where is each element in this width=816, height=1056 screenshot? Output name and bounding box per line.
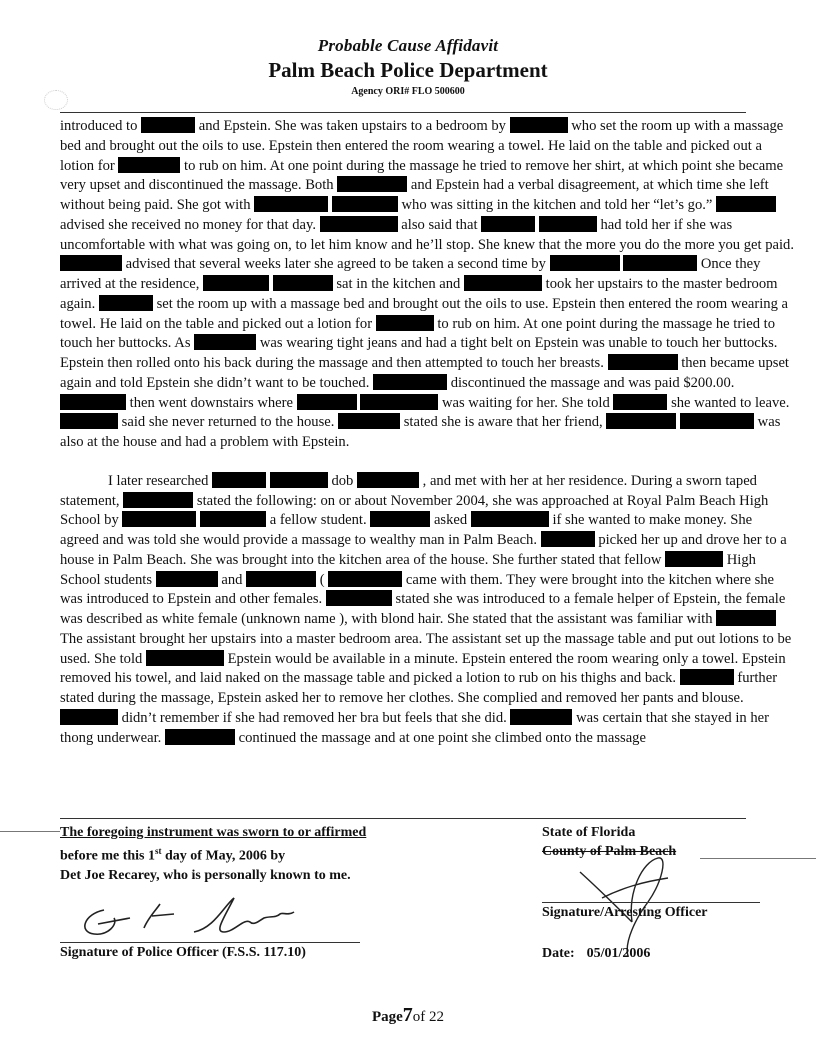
oath-line-1: The foregoing instrument was sworn to or affirmed	[60, 825, 367, 840]
redaction-block	[123, 492, 193, 508]
officer-signature-label: Signature/Arresting Officer	[542, 905, 708, 920]
department-name: Palm Beach Police Department	[268, 58, 548, 82]
text-segment: Once they arrived at the residence,	[60, 256, 761, 292]
redaction-block	[60, 413, 118, 429]
oath-line-2	[60, 842, 460, 866]
paragraph-1	[60, 117, 794, 453]
redaction-block	[203, 275, 269, 291]
redaction-block	[246, 571, 316, 587]
redaction-block	[60, 709, 118, 725]
text-segment: to rub on him. At one point during the massage he tried to remove her shirt, at which point she became very upset and discontinued the massage. Both	[60, 157, 784, 194]
date-field	[542, 946, 650, 962]
redaction-block	[332, 196, 398, 212]
redaction-block	[510, 117, 568, 133]
redaction-block	[328, 571, 402, 587]
redaction-block	[606, 413, 676, 429]
text-segment: who was sitting in the kitchen and told her “let’s go.”	[401, 197, 713, 213]
oath-block	[60, 823, 460, 885]
redaction-block	[254, 196, 328, 212]
scan-line-left	[0, 831, 60, 832]
redaction-block	[613, 394, 667, 410]
document-title: Probable Cause Affidavit	[317, 36, 499, 55]
redaction-block	[326, 590, 392, 606]
text-segment: stated she was introduced to a female helper of Epstein, the female was described as white female (unknown name ), with blond hair. She stated that the assistant was familiar with	[60, 591, 786, 627]
text-segment: introduced to	[60, 118, 138, 134]
police-signature-line	[60, 942, 360, 943]
redaction-block	[337, 176, 407, 192]
redaction-block	[273, 275, 333, 291]
oath-line-2-sup: st	[155, 846, 162, 856]
date-label: Date:	[542, 946, 575, 961]
text-segment: asked	[433, 512, 468, 529]
redaction-block	[541, 531, 595, 547]
redaction-block	[373, 374, 447, 390]
redaction-block	[550, 255, 620, 271]
redaction-block	[141, 117, 195, 133]
text-segment: a fellow student.	[269, 512, 367, 529]
header-rule	[60, 112, 746, 113]
redaction-block	[370, 511, 430, 527]
text-segment: if she wanted to make money. She agreed and was told she would provide a massage to wealthy man in Palm Beach.	[60, 512, 753, 548]
text-segment: stated the following: on or about November 2004, she was approached at Royal Palm Beach High School by	[60, 492, 769, 529]
redaction-block	[716, 196, 776, 212]
redaction-block	[360, 394, 438, 410]
redaction-block	[680, 669, 734, 685]
text-segment: was certain that she stayed in her thong underwear.	[60, 709, 769, 746]
text-segment: to rub on him. At one point during the massage he tried to touch her buttocks. As	[60, 315, 776, 352]
state-label: State of Florida	[542, 825, 636, 840]
agency-ori: Agency ORI# FLO 500600	[351, 86, 465, 97]
oath-line-3: Det Joe Recarey, who is personally known to me.	[60, 867, 351, 883]
text-segment: continued the massage and at one point she climbed onto the massage	[238, 729, 646, 746]
redaction-block	[60, 255, 122, 271]
text-segment: dob	[331, 472, 354, 489]
text-segment: had told her if she was uncomfortable with what was going on, to let him know and he’ll stop. She knew that the more you do the more you get paid.	[60, 216, 795, 253]
county-label: County of Palm Beach	[542, 844, 677, 859]
text-segment: , and met with her at her residence. During a sworn taped statement,	[60, 472, 757, 509]
officer-signature-line	[542, 902, 760, 903]
oath-line-2-pre: before me this 1	[60, 848, 155, 864]
paragraph-2	[60, 472, 794, 749]
page-label: Page	[371, 1009, 403, 1025]
text-segment: didn’t remember if she had removed her bra but feels that she did.	[121, 709, 507, 726]
redaction-block	[338, 413, 400, 429]
redaction-block	[680, 413, 754, 429]
redaction-block	[539, 216, 597, 232]
redaction-block	[376, 315, 434, 331]
redaction-block	[464, 275, 542, 291]
redaction-block	[623, 255, 697, 271]
text-segment: (	[319, 571, 325, 588]
redaction-block	[60, 394, 126, 410]
text-segment: also said that	[401, 216, 478, 233]
redaction-block	[122, 511, 196, 527]
police-signature-label: Signature of Police Officer (F.S.S. 117.10)	[60, 945, 306, 960]
text-segment: took her upstairs to the master bedroom again.	[60, 276, 778, 312]
text-segment: further stated during the massage, Epstein asked her to remove her clothes. She complied and removed her pants and blouse.	[60, 670, 778, 706]
footer-rule	[60, 818, 746, 819]
police-officer-signature	[74, 888, 314, 944]
text-segment: advised that several weeks later she agreed to be taken a second time by	[125, 256, 546, 273]
text-segment: and	[221, 571, 243, 588]
page-number	[0, 1004, 816, 1027]
text-segment: said she never returned to the house.	[121, 414, 335, 431]
redaction-block	[297, 394, 357, 410]
oath-line-2-post: day of May, 2006 by	[161, 848, 286, 864]
redaction-block	[357, 472, 419, 488]
text-segment: and Epstein. She was taken upstairs to a bedroom by	[198, 118, 506, 134]
redaction-block	[212, 472, 266, 488]
text-segment: The assistant brought her upstairs into a master bedroom area. The assistant set up the massage table and put out lotions to be used. She told	[60, 630, 792, 667]
redaction-block	[118, 157, 180, 173]
text-segment: who set the room up with a massage bed and brought out the oils to use. Epstein then entered the room wearing a towel. He laid on the table and picked out a lotion for	[60, 118, 784, 174]
text-segment: then became upset again and told Epstein she didn’t want to be touched.	[60, 355, 789, 391]
text-segment: High School students	[60, 551, 756, 588]
text-segment: picked her up and drove her to a house in Palm Beach. She was brought into the kitchen area of the house. She further stated that fellow	[60, 532, 787, 568]
redaction-block	[510, 709, 572, 725]
text-segment: advised she received no money for that day.	[60, 216, 316, 233]
text-segment: and Epstein had a verbal disagreement, at which time she left without being paid. She got with	[60, 177, 769, 213]
text-segment: then went downstairs where	[129, 394, 293, 411]
redaction-block	[471, 511, 549, 527]
page-current: 7	[402, 1004, 413, 1026]
redaction-block	[194, 334, 256, 350]
redaction-block	[716, 610, 776, 626]
redaction-block	[481, 216, 535, 232]
redaction-block	[665, 551, 723, 567]
redaction-block	[608, 354, 678, 370]
text-segment: stated she is aware that her friend,	[403, 414, 603, 431]
redaction-block	[146, 650, 224, 666]
affidavit-body	[60, 117, 794, 748]
redaction-block	[320, 216, 398, 232]
text-segment: was waiting for her. She told	[441, 394, 610, 411]
text-segment: I later researched	[108, 472, 209, 489]
redaction-block	[270, 472, 328, 488]
redaction-block	[156, 571, 218, 587]
text-segment: she wanted to leave.	[671, 394, 790, 411]
text-segment: came with them. They were brought into the kitchen where she was introduced to Epstein and other females.	[60, 571, 775, 608]
redaction-block	[165, 729, 235, 745]
text-segment: Epstein would be available in a minute. Epstein entered the room wearing only a towel. Epstein removed his towel, and laid naked on the massage table and picked a lotion to rub on his thighs and back.	[60, 650, 786, 687]
text-segment: was wearing tight jeans and had a tight belt on Epstein was unable to touch her buttocks. Epstein then rolled onto his back during the massage and then attempted to touch her breasts.	[60, 335, 778, 371]
text-segment: was also at the house and had a problem with Epstein.	[60, 414, 781, 450]
redaction-block	[200, 511, 266, 527]
date-value: 05/01/2006	[586, 946, 651, 961]
redaction-block	[99, 295, 153, 311]
text-segment: set the room up with a massage bed and brought out the oils to use. Epstein then entered the room wearing a towel. He laid on the table and picked out a lotion for	[60, 295, 789, 332]
text-segment: sat in the kitchen and	[336, 276, 461, 292]
page-total: of 22	[412, 1009, 445, 1025]
text-segment: discontinued the massage and was paid $200.00.	[450, 374, 735, 391]
